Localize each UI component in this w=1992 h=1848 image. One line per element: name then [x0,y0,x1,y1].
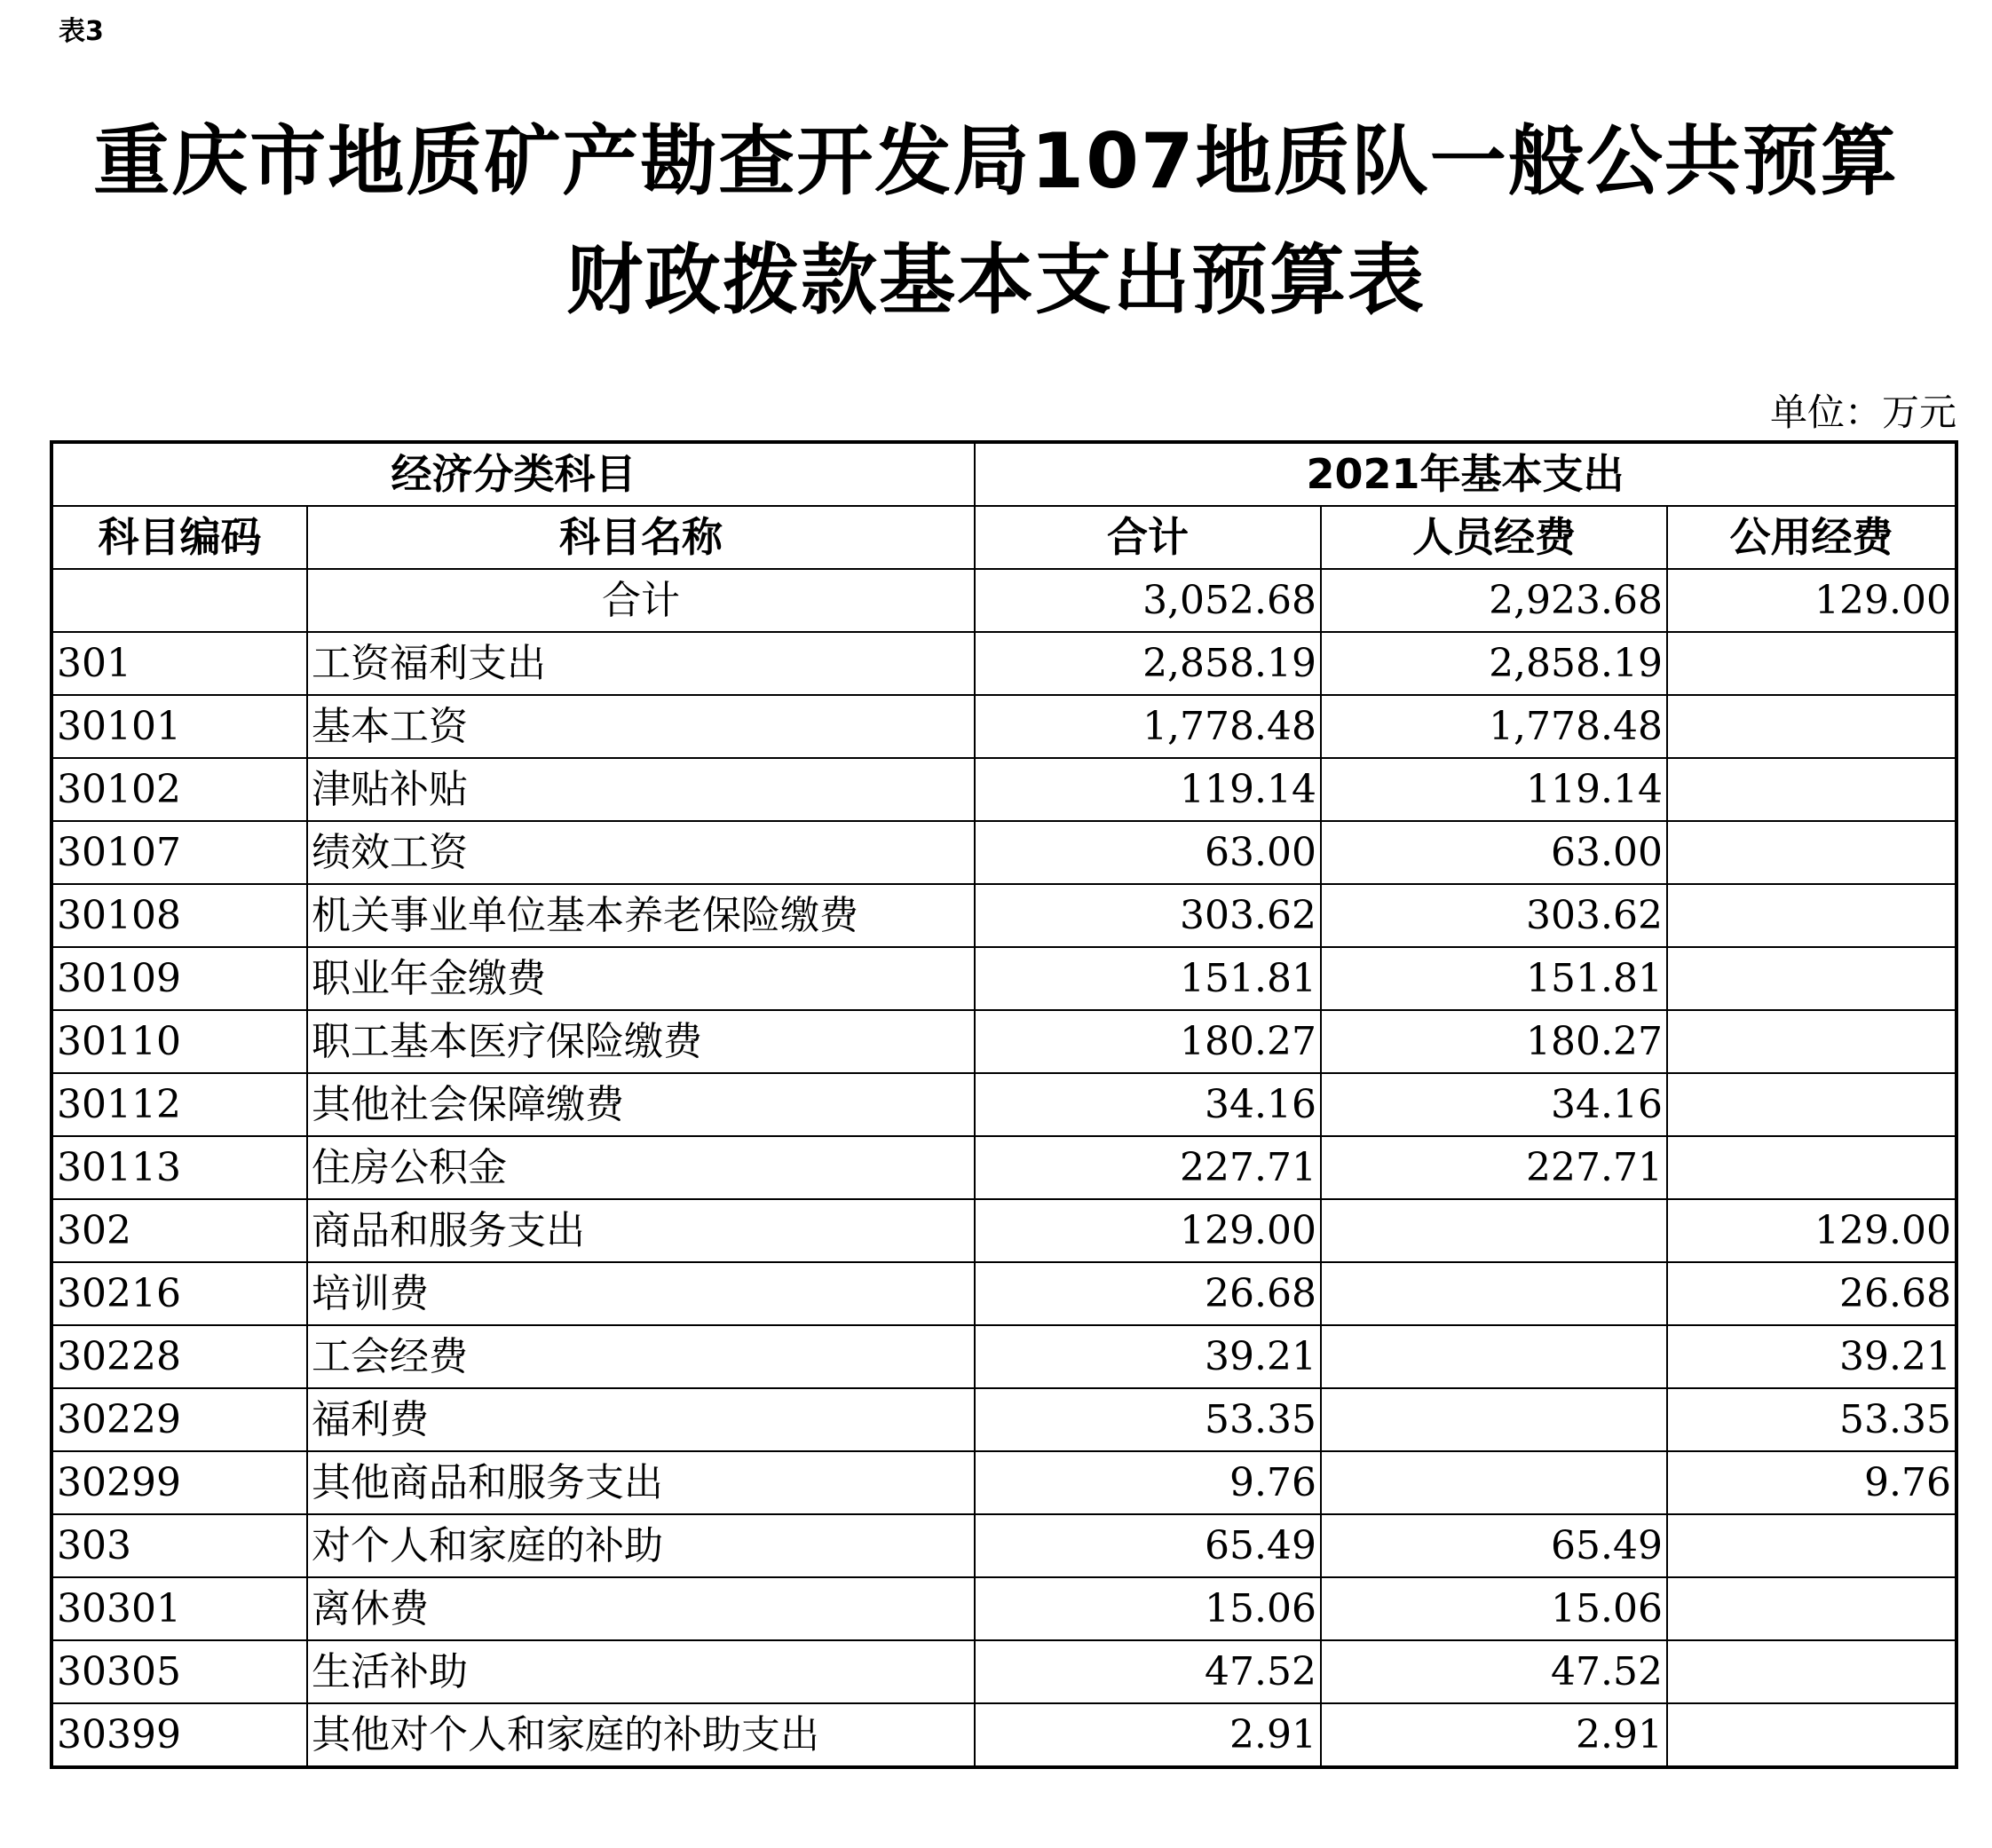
table-row [51,1577,1956,1640]
row-personnel: 151.81 [1321,947,1667,1010]
header-name: 科目名称 [307,506,975,569]
header-total: 合计 [975,506,1321,569]
row-code: 30228 [51,1325,307,1388]
row-public [1667,884,1956,947]
row-name: 生活补助 [307,1640,975,1703]
row-total: 47.52 [975,1640,1321,1703]
row-code: 30101 [51,695,307,758]
header-personnel: 人员经费 [1321,506,1667,569]
row-name: 对个人和家庭的补助 [307,1514,975,1577]
row-personnel: 47.52 [1321,1640,1667,1703]
row-code: 30301 [51,1577,307,1640]
row-public: 26.68 [1667,1262,1956,1325]
table-row [51,1136,1956,1199]
row-total: 65.49 [975,1514,1321,1577]
row-public [1667,1514,1956,1577]
row-code: 30110 [51,1010,307,1073]
row-name: 机关事业单位基本养老保险缴费 [307,884,975,947]
row-total: 303.62 [975,884,1321,947]
row-code: 30229 [51,1388,307,1451]
row-name: 福利费 [307,1388,975,1451]
row-personnel: 227.71 [1321,1136,1667,1199]
row-code: 30112 [51,1073,307,1136]
table-row [51,1199,1956,1262]
row-code: 30216 [51,1262,307,1325]
header-column-row [51,506,1956,569]
row-code: 302 [51,1199,307,1262]
row-personnel: 2,858.19 [1321,632,1667,695]
row-personnel [1321,1388,1667,1451]
table-row [51,1451,1956,1514]
header-economic-classification: 经济分类科目 [51,442,975,506]
row-total: 53.35 [975,1388,1321,1451]
row-public [1667,1577,1956,1640]
row-name: 其他对个人和家庭的补助支出 [307,1703,975,1767]
total-row-total: 3,052.68 [975,569,1321,632]
table-row [51,758,1956,821]
header-code: 科目编码 [51,506,307,569]
table-row [51,632,1956,695]
row-total: 2,858.19 [975,632,1321,695]
table-row [51,695,1956,758]
row-personnel: 65.49 [1321,1514,1667,1577]
row-code: 301 [51,632,307,695]
row-name: 职工基本医疗保险缴费 [307,1010,975,1073]
row-public [1667,758,1956,821]
row-total: 129.00 [975,1199,1321,1262]
row-personnel: 2.91 [1321,1703,1667,1767]
table-row [51,821,1956,884]
row-name: 津贴补贴 [307,758,975,821]
row-code: 30399 [51,1703,307,1767]
row-code: 30305 [51,1640,307,1703]
row-total: 15.06 [975,1577,1321,1640]
row-code: 303 [51,1514,307,1577]
table-row [51,1640,1956,1703]
row-name: 职业年金缴费 [307,947,975,1010]
total-row [51,569,1956,632]
row-name: 其他商品和服务支出 [307,1451,975,1514]
row-name: 工资福利支出 [307,632,975,695]
table-row [51,1262,1956,1325]
total-row-public: 129.00 [1667,569,1956,632]
row-personnel [1321,1262,1667,1325]
row-personnel: 63.00 [1321,821,1667,884]
row-total: 119.14 [975,758,1321,821]
row-personnel: 303.62 [1321,884,1667,947]
row-public [1667,947,1956,1010]
page-title-line-1: 重庆市地质矿产勘查开发局107地质队一般公共预算 [93,117,1899,206]
row-public: 53.35 [1667,1388,1956,1451]
row-name: 绩效工资 [307,821,975,884]
budget-table [50,440,1958,1769]
row-public: 9.76 [1667,1451,1956,1514]
row-name: 培训费 [307,1262,975,1325]
row-name: 基本工资 [307,695,975,758]
row-personnel: 119.14 [1321,758,1667,821]
row-total: 1,778.48 [975,695,1321,758]
table-row [51,947,1956,1010]
row-public [1667,1640,1956,1703]
row-total: 2.91 [975,1703,1321,1767]
row-total: 9.76 [975,1451,1321,1514]
header-group-row [51,442,1956,506]
row-code: 30109 [51,947,307,1010]
total-row-label: 合计 [307,569,975,632]
row-total: 63.00 [975,821,1321,884]
table-row [51,1514,1956,1577]
row-personnel: 1,778.48 [1321,695,1667,758]
table-row [51,1325,1956,1388]
table-row [51,1073,1956,1136]
table-row [51,884,1956,947]
header-basic-expenditure-2021: 2021年基本支出 [975,442,1956,506]
row-personnel [1321,1325,1667,1388]
row-code: 30108 [51,884,307,947]
row-code: 30299 [51,1451,307,1514]
row-public: 129.00 [1667,1199,1956,1262]
row-total: 180.27 [975,1010,1321,1073]
header-public: 公用经费 [1667,506,1956,569]
row-public: 39.21 [1667,1325,1956,1388]
row-public [1667,1136,1956,1199]
row-total: 34.16 [975,1073,1321,1136]
row-public [1667,1703,1956,1767]
row-personnel: 180.27 [1321,1010,1667,1073]
row-name: 住房公积金 [307,1136,975,1199]
row-public [1667,695,1956,758]
row-total: 227.71 [975,1136,1321,1199]
table-number: 表3 [59,16,104,47]
row-name: 离休费 [307,1577,975,1640]
row-total: 26.68 [975,1262,1321,1325]
row-name: 其他社会保障缴费 [307,1073,975,1136]
unit-label: 单位：万元 [1769,391,1956,434]
page-title-line-2: 财政拨款基本支出预算表 [566,236,1426,325]
total-row-code [51,569,307,632]
row-public [1667,1073,1956,1136]
total-row-personnel: 2,923.68 [1321,569,1667,632]
row-name: 商品和服务支出 [307,1199,975,1262]
table-row [51,1703,1956,1767]
row-total: 151.81 [975,947,1321,1010]
row-name: 工会经费 [307,1325,975,1388]
row-code: 30107 [51,821,307,884]
row-total: 39.21 [975,1325,1321,1388]
table-row [51,1388,1956,1451]
row-personnel: 15.06 [1321,1577,1667,1640]
row-personnel [1321,1199,1667,1262]
row-code: 30102 [51,758,307,821]
row-public [1667,632,1956,695]
row-code: 30113 [51,1136,307,1199]
row-personnel [1321,1451,1667,1514]
table-row [51,1010,1956,1073]
row-personnel: 34.16 [1321,1073,1667,1136]
row-public [1667,821,1956,884]
row-public [1667,1010,1956,1073]
